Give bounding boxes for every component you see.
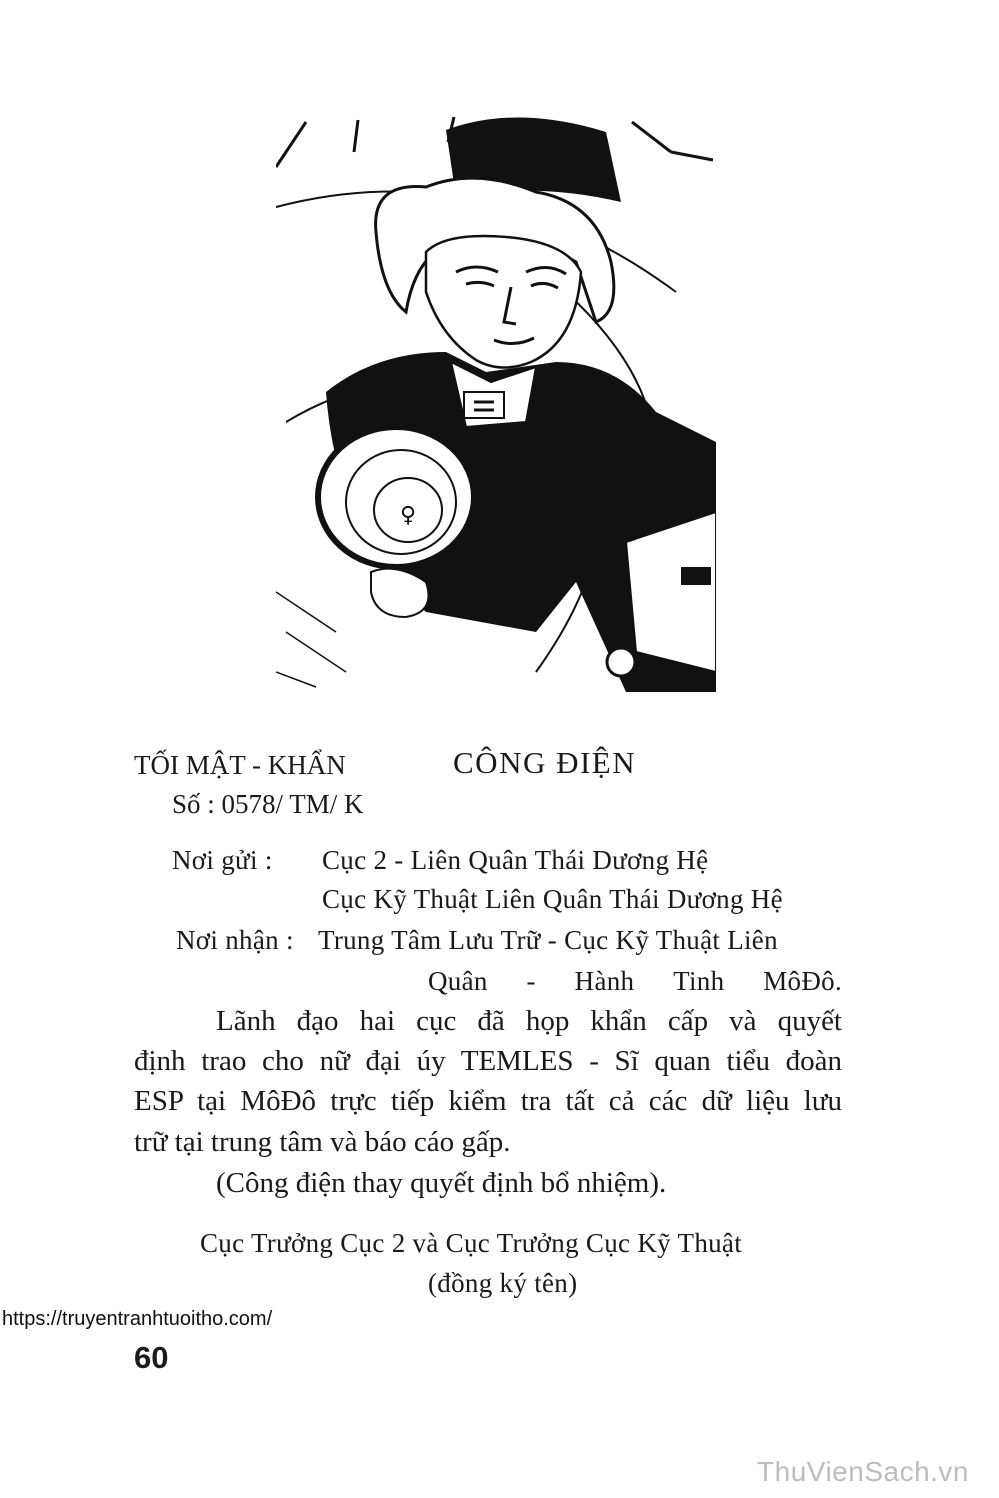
body-note: (Công điện thay quyết định bổ nhiệm). (216, 1167, 667, 1199)
receiver-word: MôĐô. (763, 966, 842, 996)
character-aiming-device-drawing (276, 112, 716, 692)
source-url-link[interactable]: https://truyentranhtuoitho.com/ (2, 1308, 273, 1330)
body-line-3: ESP tại MôĐô trực tiếp kiểm tra tất cả các dữ liệu lưu (134, 1085, 842, 1117)
sender-line-1: Cục 2 - Liên Quân Thái Dương Hệ (322, 845, 709, 875)
manga-illustration (276, 112, 716, 692)
page-number: 60 (134, 1340, 169, 1375)
signature-line-2: (đồng ký tên) (428, 1268, 578, 1298)
sender-label: Nơi gửi : (172, 845, 273, 875)
document-title: CÔNG ĐIỆN (453, 745, 637, 780)
receiver-label: Nơi nhận : (176, 925, 294, 955)
receiver-word: Quân (428, 966, 488, 996)
receiver-line-1: Trung Tâm Lưu Trữ - Cục Kỹ Thuật Liên (318, 925, 778, 955)
receiver-line-2 (428, 966, 842, 997)
classification-label: TỐI MẬT - KHẨN (134, 750, 346, 780)
body-line-2: định trao cho nữ đại úy TEMLES - Sĩ quan tiểu đoàn (134, 1045, 842, 1077)
sender-line-2: Cục Kỹ Thuật Liên Quân Thái Dương Hệ (322, 884, 783, 914)
receiver-word: Tinh (673, 966, 725, 996)
body-line-4: trữ tại trung tâm và báo cáo gấp. (134, 1126, 511, 1158)
svg-text:♀: ♀ (400, 503, 417, 528)
signature-line-1: Cục Trưởng Cục 2 và Cục Trưởng Cục Kỹ Thuật (200, 1228, 743, 1258)
watermark: ThuVienSach.vn (757, 1456, 969, 1487)
body-line-1: Lãnh đạo hai cục đã họp khẩn cấp và quyết (216, 1005, 842, 1037)
receiver-word: Hành (574, 966, 635, 996)
receiver-word: - (526, 966, 536, 996)
document-number: Số : 0578/ TM/ K (172, 789, 364, 819)
